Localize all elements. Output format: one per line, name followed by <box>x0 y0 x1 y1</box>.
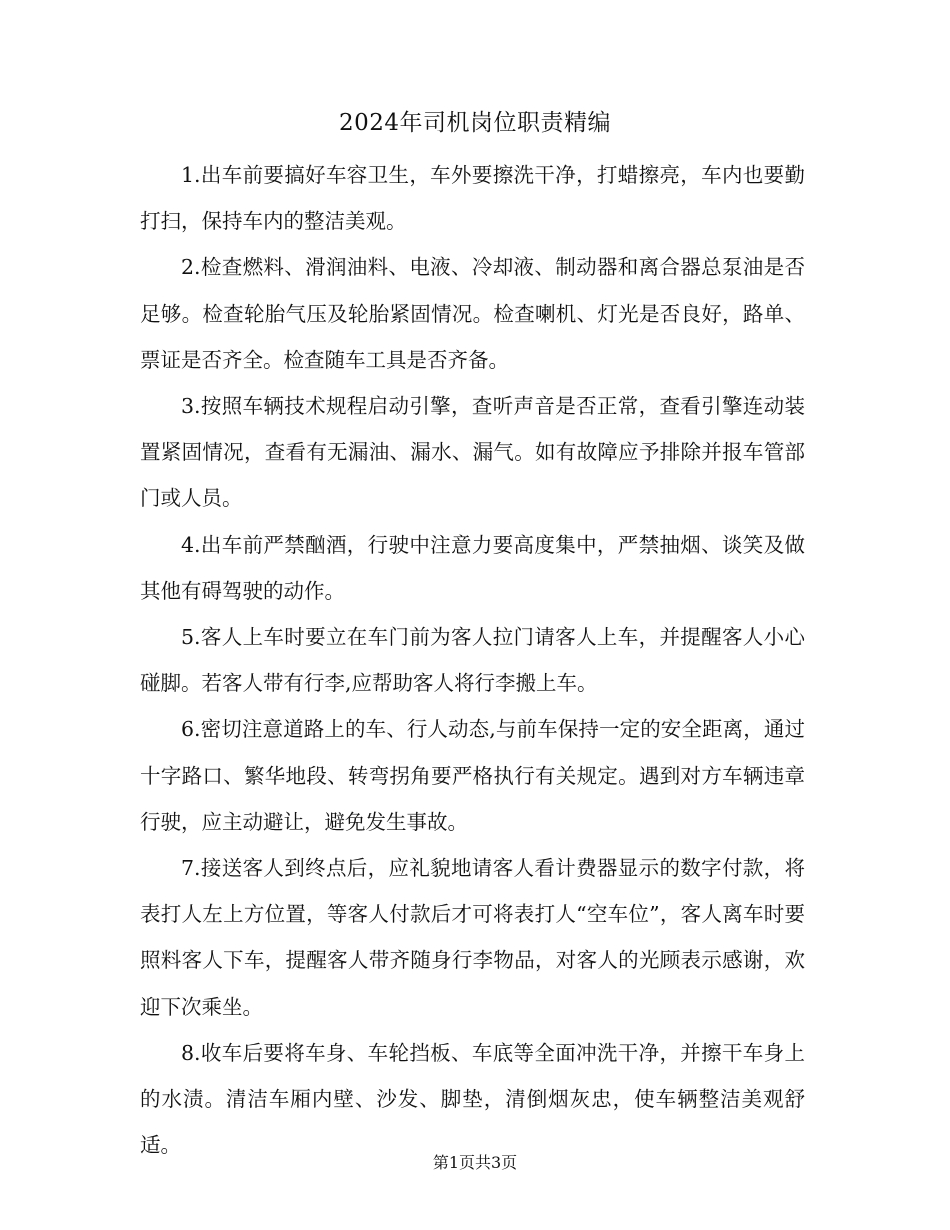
page-number-footer: 第1页共3页 <box>432 1153 518 1172</box>
document-body <box>140 152 805 1168</box>
paragraph-8: 8.收车后要将车身、车轮挡板、车底等全面冲洗干净，并擦干车身上的水渍。清洁车厢内壁、沙发、脚垫，清倒烟灰忠，使车辆整洁美观舒适。 <box>140 1040 805 1158</box>
paragraph-7: 7.接送客人到终点后，应礼貌地请客人看计费器显示的数字付款，将表打人左上方位置，等客人付款后才可将表打人“空车位”，客人离车时要照料客人下车，提醒客人带齐随身行李物品，对客人的光顾表示感谢，欢迎下次乘坐。 <box>140 856 805 1019</box>
document-title: 2024年司机岗位职责精编 <box>338 110 612 136</box>
paragraph-4: 4.出车前严禁酗酒，行驶中注意力要高度集中，严禁抽烟、谈笑及做其他有碍驾驶的动作。 <box>140 532 805 603</box>
paragraph-6: 6.密切注意道路上的车、行人动态,与前车保持一定的安全距离，通过十字路口、繁华地段、转弯拐角要严格执行有关规定。遇到对方车辆违章行驶，应主动避让，避免发生事故。 <box>140 717 805 834</box>
paragraph-1: 1.出车前要搞好车容卫生，车外要擦洗干净，打蜡擦亮，车内也要勤打扫，保持车内的整洁美观。 <box>140 163 805 234</box>
paragraph-5: 5.客人上车时要立在车门前为客人拉门请客人上车，并提醒客人小心碰脚。若客人带有行李,应帮助客人将行李搬上车。 <box>140 625 805 696</box>
paragraph-3: 3.按照车辆技术规程启动引擎，查听声音是否正常，查看引擎连动装置紧固情况，查看有无漏油、漏水、漏气。如有故障应予排除并报车管部门或人员。 <box>140 394 805 511</box>
paragraph-2: 2.检查燃料、滑润油料、电液、冷却液、制动器和离合器总泵油是否足够。检查轮胎气压及轮胎紧固情况。检查喇机、灯光是否良好，路单、票证是否齐全。检查随车工具是否齐备。 <box>140 255 805 372</box>
